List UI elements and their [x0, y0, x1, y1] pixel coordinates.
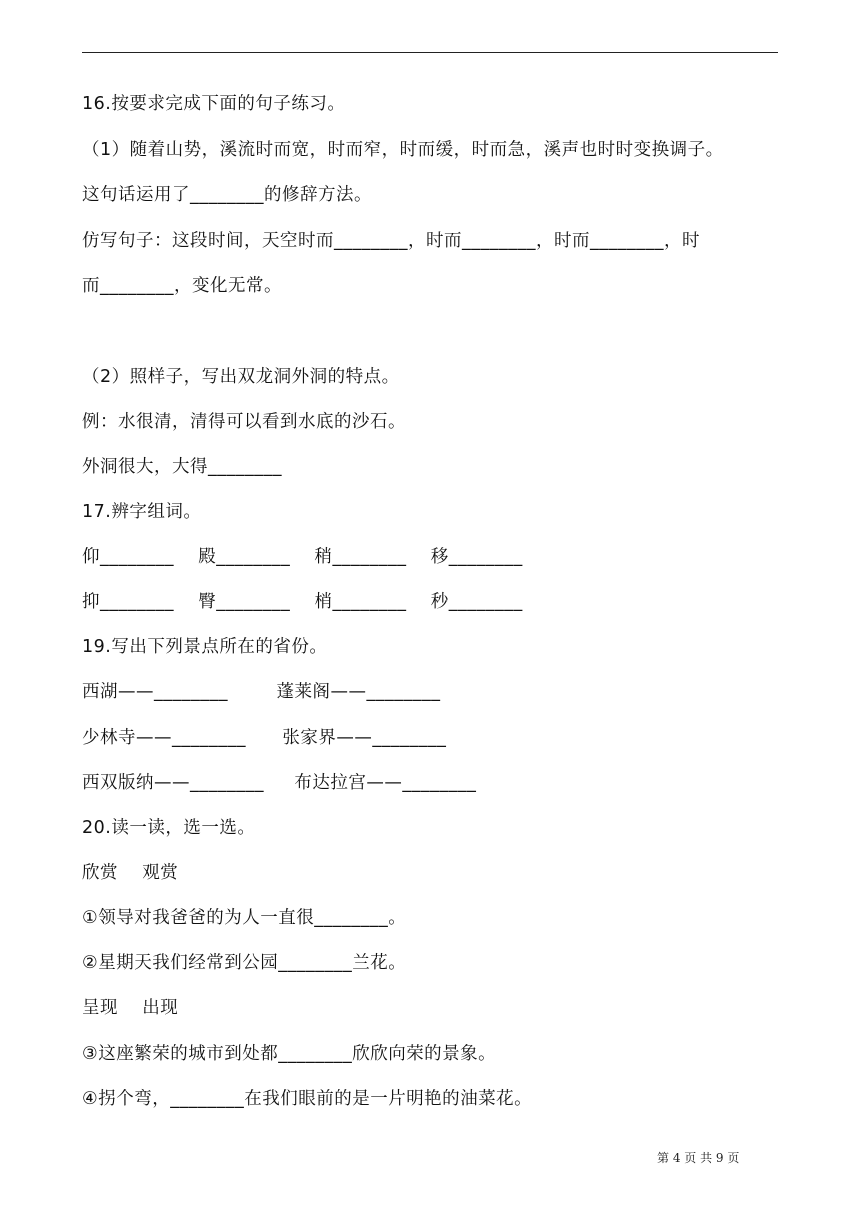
question-20-title: 20.读一读，选一选。 — [82, 818, 256, 838]
question-20-item-3: ③这座繁荣的城市到处都________欣欣向荣的景象。 — [82, 1044, 497, 1064]
page-number: 第 4 页 共 9 页 — [657, 1151, 740, 1165]
question-17-row1: 仰________ 殿________ 稍________ 移________ — [82, 547, 523, 567]
question-20-item-4: ④拐个弯，________在我们眼前的是一片明艳的油菜花。 — [82, 1089, 533, 1109]
question-19-row2: 少林寺——________ 张家界——________ — [82, 728, 447, 748]
question-19-row1: 西湖——________ 蓬莱阁——________ — [82, 682, 441, 702]
question-16-part2-answer: 外洞很大，大得________ — [82, 457, 282, 477]
question-19-title: 19.写出下列景点所在的省份。 — [82, 637, 328, 657]
question-16-part2-title: （2）照样子，写出双龙洞外洞的特点。 — [82, 367, 400, 387]
question-16-title: 16.按要求完成下面的句子练习。 — [82, 94, 346, 114]
question-19-row3: 西双版纳——________ 布达拉宫——________ — [82, 773, 477, 793]
question-20-word-pair-1: 欣赏 观赏 — [82, 863, 179, 883]
question-16-part1-sentence: （1）随着山势，溪流时而宽，时而窄，时而缓，时而急，溪声也时时变换调子。 — [82, 140, 724, 160]
question-16-part2-example: 例：水很清，清得可以看到水底的沙石。 — [82, 412, 406, 432]
question-20-word-pair-2: 呈现 出现 — [82, 998, 179, 1018]
question-17-title: 17.辨字组词。 — [82, 502, 202, 522]
question-16-imitation-line1: 仿写句子：这段时间，天空时而________，时而________，时而________，时 — [82, 231, 700, 251]
question-20-item-1: ①领导对我爸爸的为人一直很________。 — [82, 908, 407, 928]
question-16-rhetoric-prompt: 这句话运用了________的修辞方法。 — [82, 185, 372, 205]
question-16-imitation-line2: 而________，变化无常。 — [82, 276, 282, 296]
question-17-row2: 抑________ 臀________ 梢________ 秒________ — [82, 592, 523, 612]
header-rule — [82, 52, 778, 53]
question-20-item-2: ②星期天我们经常到公园________兰花。 — [82, 953, 407, 973]
